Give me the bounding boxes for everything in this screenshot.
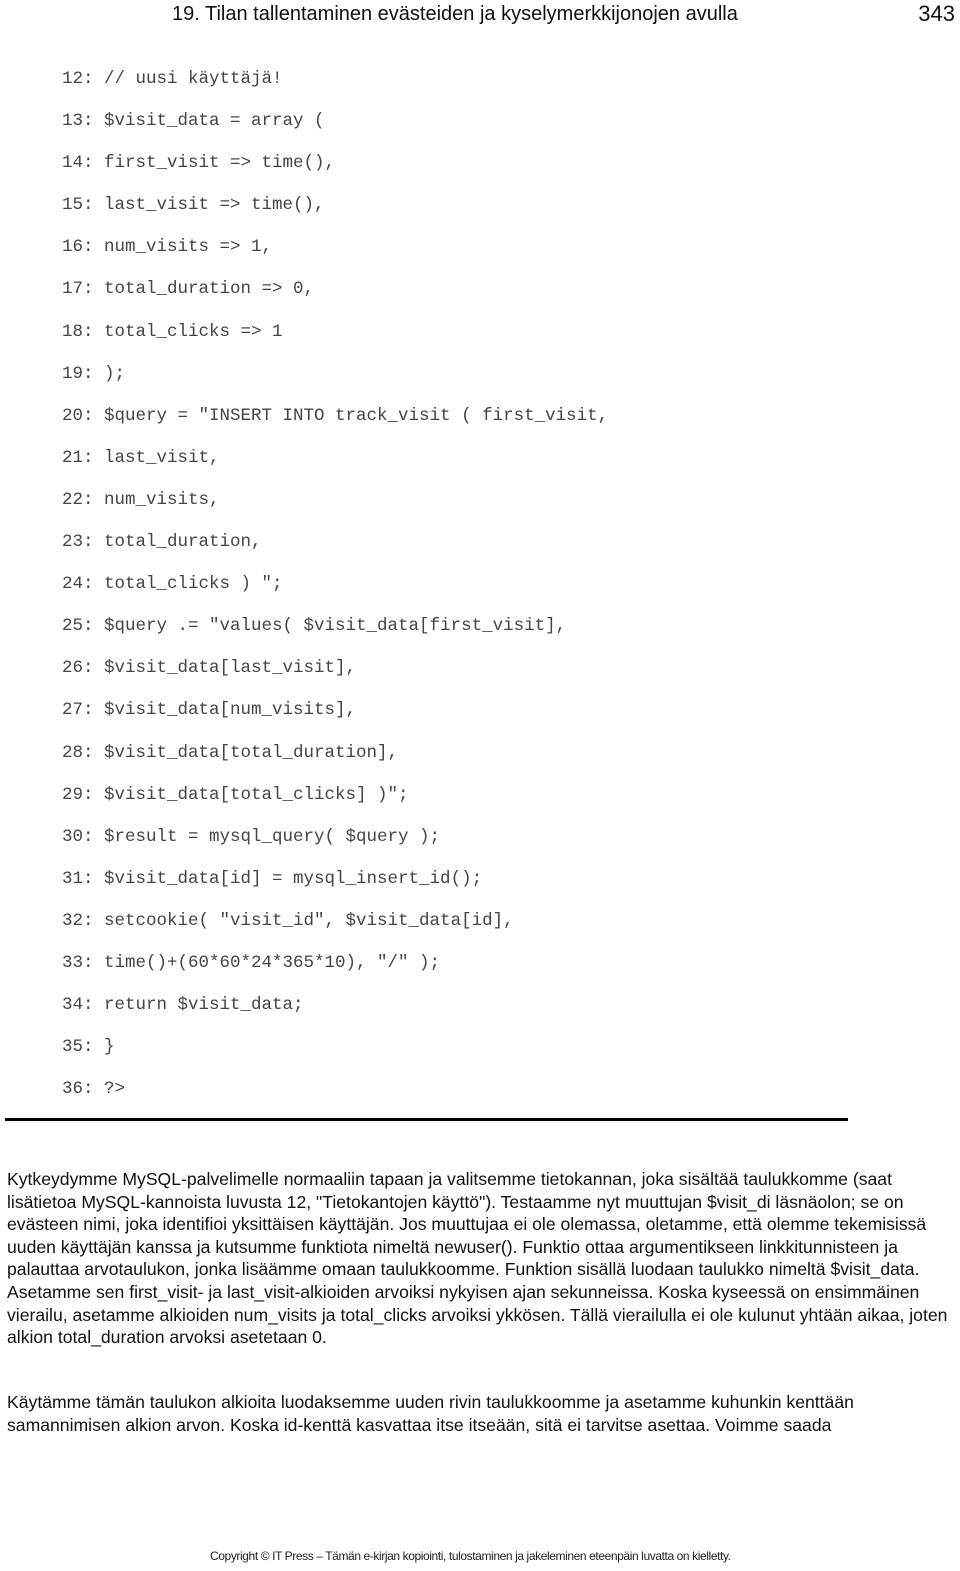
code-line: 17: total_duration => 0, <box>62 279 315 300</box>
chapter-title: 19. Tilan tallentaminen evästeiden ja kyselymerkkijonojen avulla <box>172 3 738 25</box>
code-line: 23: total_duration, <box>62 532 262 553</box>
code-line: 29: $visit_data[total_clicks] )"; <box>62 784 409 805</box>
code-line: 19: ); <box>62 363 126 384</box>
code-line: 13: $visit_data = array ( <box>62 111 325 132</box>
code-line: 32: setcookie( "visit_id", $visit_data[id], <box>62 910 514 931</box>
body-paragraph-2: Käytämme tämän taulukon alkioita luodaksemme uuden rivin taulukkoomme ja asetamme kuhunkin kenttään samannimisen alkion arvon. Koska id-kenttä kasvattaa itse itseään, sitä ei tarvitse asettaa. Voimme saada <box>7 1392 854 1435</box>
code-line: 26: $visit_data[last_visit], <box>62 658 357 679</box>
code-line: 27: $visit_data[num_visits], <box>62 700 357 721</box>
code-line: 18: total_clicks => 1 <box>62 321 283 342</box>
code-line: 28: $visit_data[total_duration], <box>62 742 399 763</box>
code-line: 21: last_visit, <box>62 447 220 468</box>
code-line: 34: return $visit_data; <box>62 995 304 1016</box>
code-line: 24: total_clicks ) "; <box>62 574 283 595</box>
code-line: 20: $query = "INSERT INTO track_visit ( first_visit, <box>62 405 609 426</box>
code-line: 22: num_visits, <box>62 489 220 510</box>
code-line: 33: time()+(60*60*24*365*10), "/" ); <box>62 952 441 973</box>
code-listing <box>62 65 608 1117</box>
code-line: 16: num_visits => 1, <box>62 237 273 258</box>
code-line: 15: last_visit => time(), <box>62 195 325 216</box>
body-paragraph-1: Kytkeydymme MySQL-palvelimelle normaaliin tapaan ja valitsemme tietokannan, joka sisältää taulukkomme (saat lisätietoa MySQL-kannoista luvusta 12, "Tietokantojen käyttö"). Testaamme nyt muuttujan $visit_di läsnäolon; se on evästeen nimi, joka identifioi yksittäisen käyttäjän. Jos muuttujaa ei ole olemassa, oletamme, että olemme tekemisissä uuden käyttäjän kanssa ja kutsumme funktiota nimeltä newuser(). Funktio ottaa argumentikseen linkkitunnisteen ja palauttaa arvotaulukon, jonka lisäämme omaan taulukkoomme. Funktion sisällä luodaan taulukko nimeltä $visit_data. Asetamme sen first_visit- ja last_visit-alkioiden arvoiksi nykyisen ajan sekunneissa. Koska kyseessä on ensimmäinen vierailu, asetamme alkioiden num_visits ja total_clicks arvoiksi ykkösen. Tällä vierailulla ei ole kulunut yhtään aikaa, joten alkion total_duration arvoksi asetetaan 0. <box>7 1169 948 1348</box>
code-line: 31: $visit_data[id] = mysql_insert_id(); <box>62 868 483 889</box>
code-line: 14: first_visit => time(), <box>62 153 336 174</box>
code-line: 36: ?> <box>62 1079 126 1100</box>
copyright-footer: Copyright © IT Press – Tämän e-kirjan kopiointi, tulostaminen ja jakeleminen eteenpäin luvatta on kielletty. <box>210 1549 731 1563</box>
code-line: 12: // uusi käyttäjä! <box>62 69 283 89</box>
section-divider <box>5 1118 848 1121</box>
code-line: 30: $result = mysql_query( $query ); <box>62 826 441 847</box>
page-number: 343 <box>918 1 955 26</box>
code-line: 35: } <box>62 1037 115 1058</box>
code-line: 25: $query .= "values( $visit_data[first_visit], <box>62 616 567 637</box>
